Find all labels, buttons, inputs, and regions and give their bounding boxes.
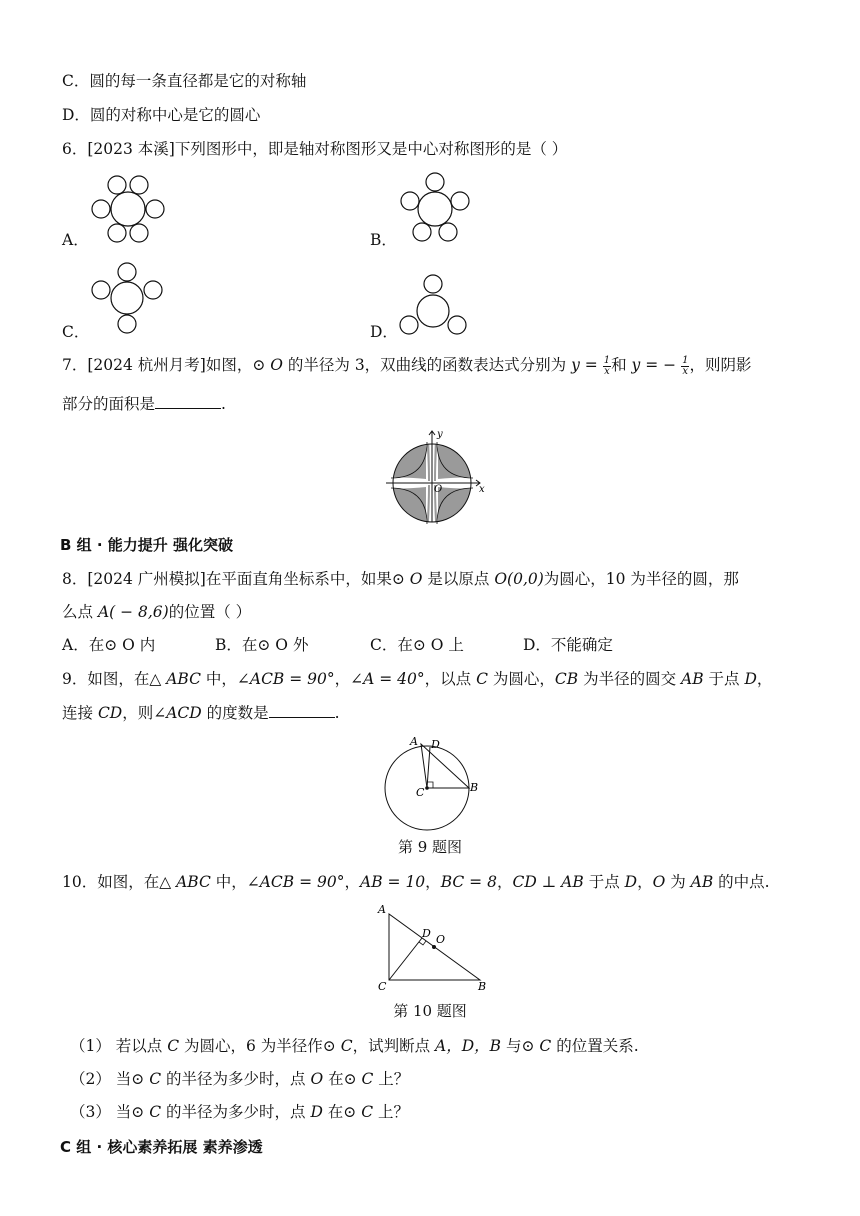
q8-option-d: D．不能确定 xyxy=(523,636,613,654)
q7-fig-y-label: y xyxy=(437,429,443,440)
q7-fig-x-label: x xyxy=(479,484,485,495)
q8-option-b: B．在⊙ O 外 xyxy=(215,636,309,654)
q9-figure-caption: 第 9 题图 xyxy=(397,838,463,856)
q7-fig-o-label: O xyxy=(434,484,443,495)
q6-option-c-label: C． xyxy=(62,323,90,341)
q6-option-c-figure xyxy=(90,262,166,336)
q8-stem-line1: 8．[2024 广州模拟]在平面直角坐标系中，如果⊙ O 是以原点 O(0,0)为圆心，10 为半径的圆，那 xyxy=(62,570,739,588)
q5-option-d: D．圆的对称中心是它的圆心 xyxy=(62,106,261,124)
q9-answer-blank xyxy=(269,703,335,718)
q6-option-d-label: D． xyxy=(370,323,398,341)
q9-stem-line2: 连接 CD，则∠ACD 的度数是 . xyxy=(62,704,340,722)
q6-option-d-figure xyxy=(398,273,474,339)
q8-option-c: C．在⊙ O 上 xyxy=(370,636,464,654)
q6-option-b-label: B． xyxy=(370,231,397,249)
q7-stem-line1: 7．[2024 杭州月考]如图，⊙ O 的半径为 3，双曲线的函数表达式分别为 y = $\frac{1}{x}$ 和 y = − $\frac{1}{x}$ ，则阴影 xyxy=(62,354,752,377)
section-c-heading: C 组 · 核心素养拓展 素养渗透 xyxy=(60,1138,263,1156)
q6-option-b-figure xyxy=(398,172,474,244)
q10-fig-d-label: D xyxy=(422,927,431,940)
q7-stem-line2: 部分的面积是 . xyxy=(62,395,226,413)
q9-fig-a-label: A xyxy=(410,735,418,748)
q5-option-c: C．圆的每一条直径都是它的对称轴 xyxy=(62,72,307,90)
q10-sub1: （1） 若以点 C 为圆心，6 为半径作⊙ C，试判断点 A，D，B 与⊙ C 的位置关系. xyxy=(70,1037,639,1055)
q9-figure xyxy=(383,733,483,833)
q10-stem: 10．如图，在△ ABC 中，∠ACB = 90°，AB = 10，BC = 8，CD ⊥ AB 于点 D，O 为 AB 的中点. xyxy=(62,873,770,891)
q7-figure xyxy=(382,425,486,525)
q10-fig-b-label: B xyxy=(478,980,487,993)
q10-sub3: （3） 当⊙ C 的半径为多少时，点 D 在⊙ C 上？ xyxy=(70,1103,410,1121)
q10-sub2: （2） 当⊙ C 的半径为多少时，点 O 在⊙ C 上？ xyxy=(70,1070,410,1088)
q9-fig-d-label: D xyxy=(431,738,440,751)
q6-stem: 6．[2023 本溪]下列图形中，即是轴对称图形又是中心对称图形的是（ ） xyxy=(62,140,568,158)
q10-fig-a-label: A xyxy=(378,903,386,916)
q10-fig-o-label: O xyxy=(436,933,446,946)
q8-stem-line2: 么点 A( − 8,6)的位置（ ） xyxy=(62,603,252,621)
q6-option-a-figure xyxy=(90,175,166,243)
q10-figure-caption: 第 10 题图 xyxy=(393,1002,467,1020)
q7-fraction-1: $\frac{1}{x}$ xyxy=(603,354,611,377)
q7-answer-blank xyxy=(155,394,221,409)
q8-option-a: A．在⊙ O 内 xyxy=(62,636,156,654)
q7-fraction-2: $\frac{1}{x}$ xyxy=(682,354,689,377)
section-b-heading: B 组 · 能力提升 强化突破 xyxy=(60,536,234,554)
q10-figure xyxy=(372,900,492,992)
q9-fig-b-label: B xyxy=(470,781,479,794)
q10-fig-c-label: C xyxy=(378,980,387,993)
q6-option-a-label: A． xyxy=(62,231,89,249)
q9-stem-line1: 9．如图，在△ ABC 中，∠ACB = 90°，∠A = 40°，以点 C 为圆心，CB 为半径的圆交 AB 于点 D， xyxy=(62,670,773,688)
q9-fig-c-label: C xyxy=(416,786,425,799)
